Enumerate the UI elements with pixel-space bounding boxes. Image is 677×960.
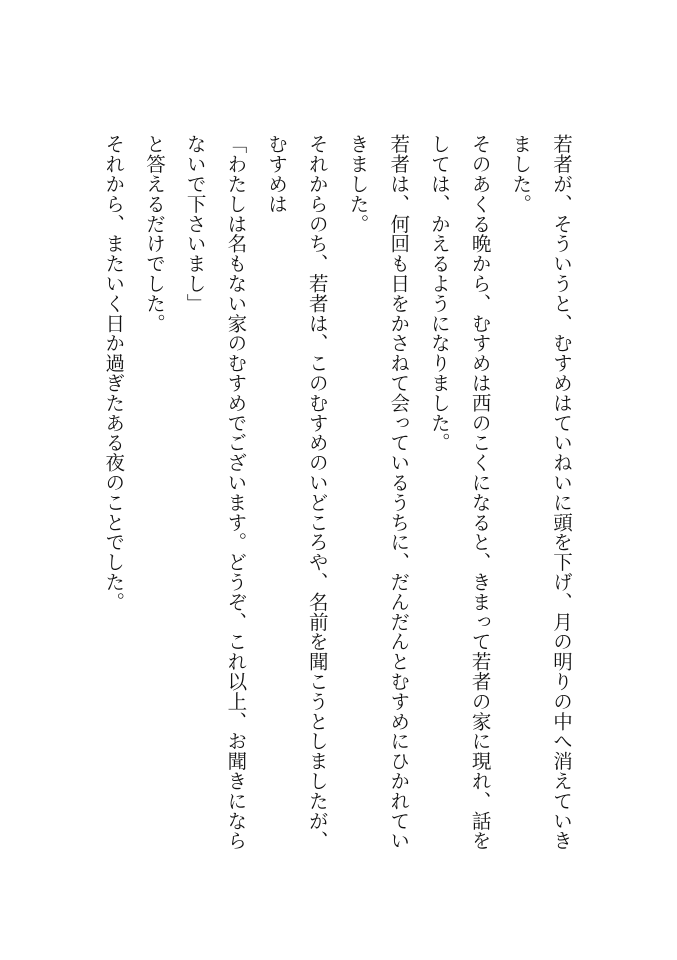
paragraph-7: それから、またいく日か過ぎたある夜のことでした。 (102, 134, 126, 612)
paragraph-3: 若者は、何回も日をかさねて会っているうちに、だんだんとむすめにひかれていきました。 (346, 134, 411, 851)
paragraph-4: それからのち、若者は、このむすめのいどころや、名前を聞こうとしましたが、むすめは (265, 134, 329, 851)
vertical-text-body (93, 134, 581, 854)
paragraph-1: 若者が、そういうと、むすめはていねいに頭を下げ、月の明りの中へ消えていきました。 (509, 134, 573, 851)
paragraph-5-quote: 「わたしは名もない家のむすめでございます。どうぞ、これ以上、お聞きにならないで下さいまし」 (183, 134, 248, 851)
paragraph-2: そのあくる晩から、むすめは西のこくになると、きまって若者の家に現れ、話をしては、かえるようになりました。 (427, 134, 492, 851)
paragraph-6: と答えるだけでした。 (142, 134, 166, 333)
